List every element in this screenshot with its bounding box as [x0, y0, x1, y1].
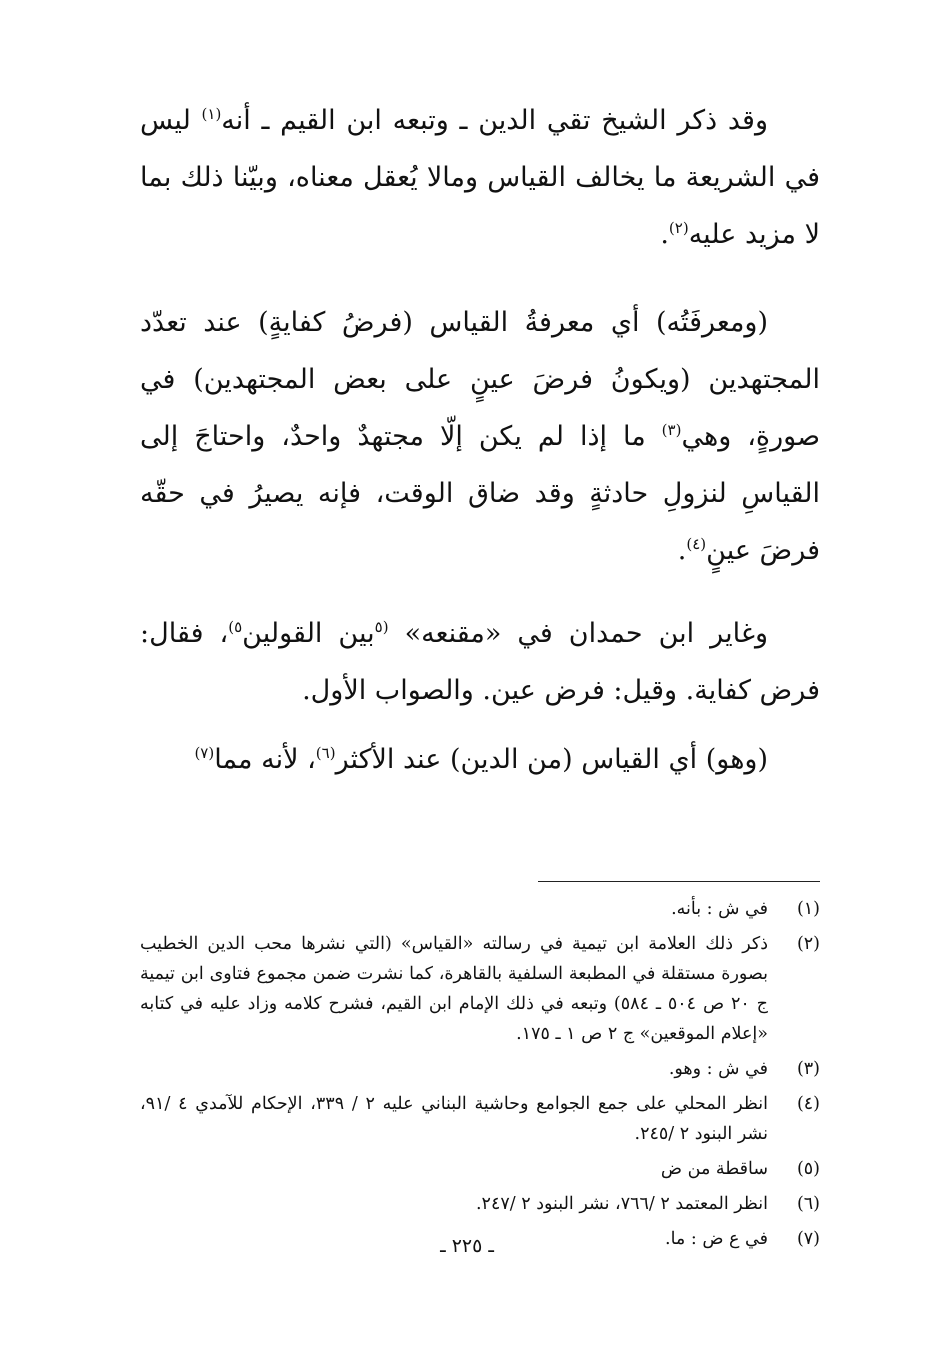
- paragraph-4: [140, 731, 820, 788]
- footnote-number: (٣): [796, 1059, 820, 1079]
- paragraph-3: [140, 605, 820, 719]
- footnote-ref: (٢): [668, 219, 689, 237]
- footnote-number: (٢): [796, 934, 820, 954]
- footnote-item: [140, 1089, 820, 1149]
- text-segment: (وهو) أي القياس (من الدين) عند الأكثر: [335, 744, 768, 775]
- footnote-item: [140, 894, 820, 924]
- footnote-ref: (١): [201, 105, 222, 123]
- footnote-text: في ع ض : ما.: [665, 1229, 768, 1249]
- footnote-item: [140, 1054, 820, 1084]
- text-segment: ما إذا لم يكن إلّا مجتهدٌ واحدٌ، واحتاجَ إلى القياسِ لنزولِ حادثةٍ وقد ضاق الوقت، فإنه يصيرُ في حقّه فرضَ عينٍ: [140, 421, 820, 566]
- footnote-number: (٤): [796, 1094, 820, 1114]
- text-segment: بين القولين: [242, 618, 375, 649]
- footnote-ref: (٧): [194, 744, 215, 762]
- page-number: ـ ٢٢٥ ـ: [440, 1235, 494, 1257]
- footnote-separator: [538, 881, 820, 882]
- footnote-ref: (٣): [661, 421, 682, 439]
- footnotes: [140, 894, 820, 1259]
- footnote-number: (٧): [796, 1229, 820, 1249]
- footnote-text: انظر المعتمد ٢ /٧٦٦، نشر البنود ٢ /٢٤٧.: [475, 1194, 768, 1214]
- footnote-text: في ش : بأنه.: [671, 899, 768, 919]
- footnote-ref: ٥): [228, 618, 243, 636]
- footnote-number: (٥): [796, 1159, 820, 1179]
- footnote-text: ساقطة من ض: [660, 1159, 768, 1179]
- text-segment: .: [660, 219, 669, 250]
- text-segment: (ومعرفَتُه) أي معرفةُ القياس (فرضُ كفايةٍ) عند تعدّد المجتهدين (ويكونُ فرضَ عينٍ على بعض المجتهدين) في صورةٍ، وهي: [140, 307, 820, 452]
- paragraph-1: [140, 92, 820, 263]
- paragraph-2: [140, 294, 820, 579]
- main-text: [140, 92, 820, 788]
- footnote-item: [140, 1154, 820, 1184]
- footnote-text: ذكر ذلك العلامة ابن تيمية في رسالته «القياس» (التي نشرها محب الدين الخطيب بصورة مستقلة في المطبعة السلفية بالقاهرة، كما نشرت ضمن مجموع فتاوى ابن تيمية ج ٢٠ ص ٥٠٤ ـ ٥٨٤) وتبعه في ذلك الإمام ابن القيم، فشرح كلامه وزاد عليه في كتابه «إعلام الموقعين» ج ٢ ص ١ ـ ١٧٥.: [140, 934, 768, 1044]
- text-segment: ، فقال: فرض كفاية. وقيل: فرض عين. والصواب الأول.: [140, 618, 820, 706]
- text-segment: ليس في الشريعة ما يخالف القياس ومالا يُعقل معناه، وبيّنا ذلك بما لا مزيد عليه: [140, 105, 820, 250]
- text-segment: .: [677, 535, 687, 566]
- text-segment: وغاير ابن حمدان في «مقنعه»: [388, 618, 768, 649]
- footnote-ref: (٤): [686, 535, 707, 553]
- footnote-text: في ش : وهو.: [668, 1059, 768, 1079]
- footnote-text: انظر المحلي على جمع الجوامع وحاشية البناني عليه ٢ / ٣٣٩، الإحكام للآمدي ٤ /٩١، نشر البنود ٢ /٢٤٥.: [140, 1094, 768, 1144]
- footnote-item: [140, 1189, 820, 1219]
- footnote-ref: (٦): [315, 744, 336, 762]
- footnote-item: [140, 929, 820, 1049]
- footnote-number: (١): [796, 899, 820, 919]
- footnote-ref: (٥: [374, 618, 389, 636]
- footnote-number: (٦): [796, 1194, 820, 1214]
- text-segment: وقد ذكر الشيخ تقي الدين ـ وتبعه ابن القيم ـ أنه: [221, 105, 768, 136]
- text-segment: ، لأنه مما: [214, 744, 316, 775]
